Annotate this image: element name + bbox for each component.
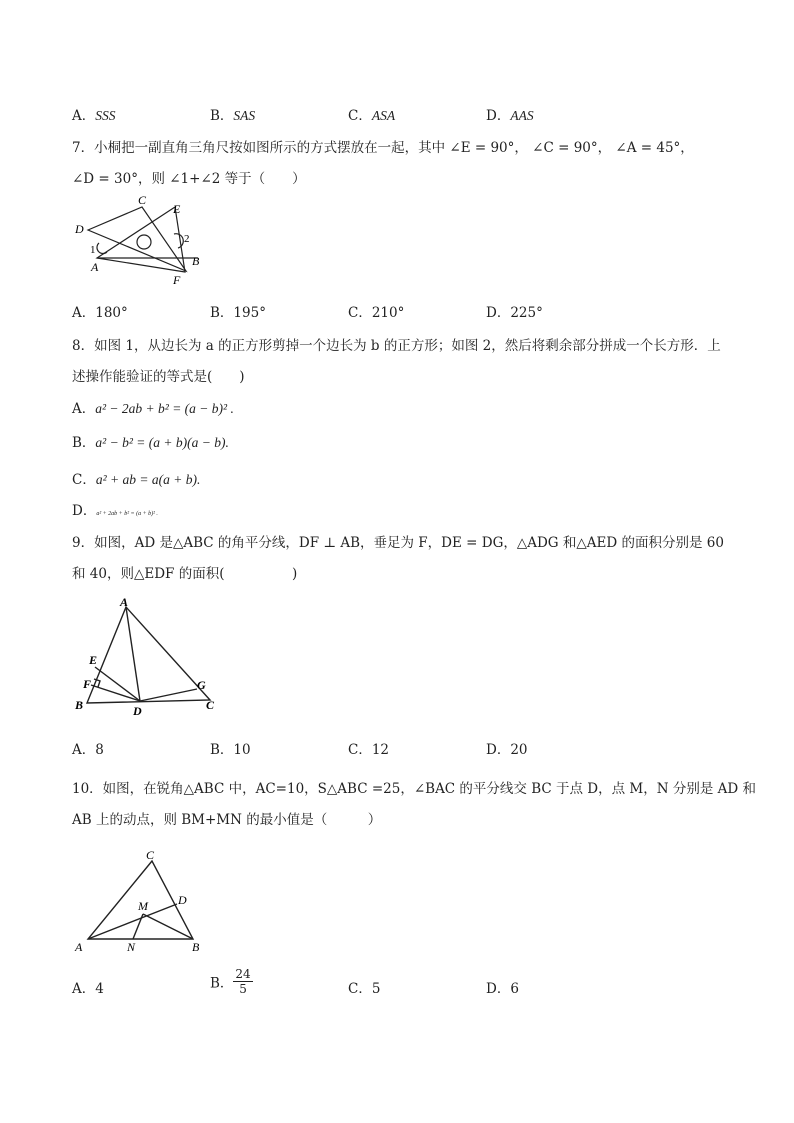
q9-stem-line1: 9．如图，AD 是△ABC 的角平分线，DF ⊥ AB，垂足为 F，DE = DG，△ADG 和△AED 的面积分别是 60 <box>72 535 724 551</box>
q9-option-c: C．12 <box>348 742 390 758</box>
q7-label-2: 2 <box>184 233 190 245</box>
q8-option-a: A．a² − 2ab + b² = (a − b)² . <box>72 401 234 417</box>
q7-label-c: C <box>138 193 147 207</box>
q9-figure <box>70 592 230 720</box>
q9-option-d: D．20 <box>486 742 528 758</box>
q7-option-a: A．180° <box>72 305 128 321</box>
q8-option-d: D．a² + 2ab + b² = (a + b)² . <box>72 503 158 519</box>
q9-stem-line2: 和 40，则△EDF 的面积( ) <box>72 566 298 582</box>
q6-option-d: D．AAS <box>486 108 534 124</box>
q8-stem-line2: 述操作能验证的等式是( ) <box>72 369 245 385</box>
q10-label-c: C <box>146 848 155 862</box>
q10-option-d: D．6 <box>486 981 519 997</box>
q7-label-f: F <box>173 273 181 287</box>
q9-label-g: G <box>197 678 206 692</box>
q10-label-d: D <box>178 893 187 907</box>
q10-label-n: N <box>127 940 136 954</box>
q9-label-c: C <box>206 698 215 712</box>
q7-label-d: D <box>75 222 84 236</box>
q9-label-e: E <box>89 653 98 667</box>
q9-label-f: F <box>83 677 92 691</box>
q10-label-m: M <box>138 899 148 913</box>
q6-option-c: C．ASA <box>348 108 396 124</box>
q7-stem-line1: 7．小桐把一副直角三角尺按如图所示的方式摆放在一起，其中 ∠E = 90°， ∠C = 90°， ∠A = 45°， <box>72 140 694 156</box>
q7-option-b: B．195° <box>210 305 266 321</box>
q9-label-d: D <box>133 704 142 718</box>
q9-label-a: A <box>120 595 129 609</box>
q10-stem-line2: AB 上的动点，则 BM+MN 的最小值是（ ） <box>72 812 382 828</box>
q9-label-b: B <box>75 698 84 712</box>
q10-option-b: B． $\frac{24}{5}$ <box>210 967 251 996</box>
q10-option-c: C．5 <box>348 981 381 997</box>
q10-option-b-fraction: $\frac{24}{5}$ <box>235 967 251 996</box>
q7-stem-line2: ∠D = 30°，则 ∠1+∠2 等于（ ） <box>72 171 306 187</box>
q10-label-b: B <box>192 940 200 954</box>
q9-option-a: A．8 <box>72 742 104 758</box>
q8-option-b: B．a² − b² = (a + b)(a − b). <box>72 435 229 451</box>
q10-label-a: A <box>75 940 83 954</box>
q7-label-a: A <box>91 260 99 274</box>
q6-option-a: A．SSS <box>72 108 116 124</box>
q7-label-b: B <box>192 254 200 268</box>
q6-option-b: B．SAS <box>210 108 256 124</box>
q7-option-c: C．210° <box>348 305 405 321</box>
q7-label-e: E <box>173 202 181 216</box>
q7-label-1: 1 <box>90 244 96 256</box>
q10-option-a: A．4 <box>72 981 104 997</box>
q8-stem-line1: 8．如图 1，从边长为 a 的正方形剪掉一个边长为 b 的正方形；如图 2，然后将剩余部分拼成一个长方形．上 <box>72 338 721 354</box>
q7-figure <box>70 192 220 290</box>
q8-option-c: C．a² + ab = a(a + b). <box>72 472 201 488</box>
q7-option-d: D．225° <box>486 305 543 321</box>
q9-option-b: B．10 <box>210 742 251 758</box>
q10-stem-line1: 10．如图，在锐角△ABC 中，AC=10，S△ABC =25，∠BAC 的平分线交 BC 于点 D，点 M，N 分别是 AD 和 <box>72 781 757 797</box>
q10-figure <box>70 844 220 956</box>
